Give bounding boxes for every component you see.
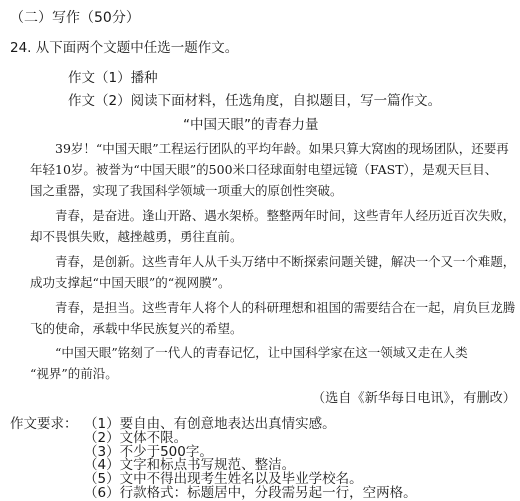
article-line: 青春，是创新。这些青年人从千头万绪中不断探索问题关键，解决一个又一个难题， bbox=[55, 254, 516, 269]
requirement-item: （2）文体不限。 bbox=[84, 429, 188, 446]
article-line: “中国天眼”铭刻了一代人的青春记忆，让中国科学家在这一领域又走在人类 bbox=[55, 345, 468, 360]
article-line: 成功支撑起“中国天眼”的“视网膜”。 bbox=[30, 275, 231, 290]
article-line: 却不畏惧失败，越挫越勇，勇往直前。 bbox=[30, 229, 243, 244]
requirement-item: （5）文中不得出现考生姓名以及毕业学校名。 bbox=[84, 471, 363, 488]
requirement-item: （1）要自由、有创意地表达出真情实感。 bbox=[84, 416, 336, 432]
article-title: “中国天眼”的青春力量 bbox=[183, 117, 319, 133]
requirement-item: （6）行款格式：标题居中，分段需另起一行，空两格。 bbox=[84, 485, 417, 501]
question-prompt: 24. 从下面两个文题中任选一题作文。 bbox=[10, 40, 239, 56]
requirement-item: （4）文字和标点书写规范、整洁。 bbox=[84, 457, 296, 474]
essay-topic-1: 作文（1）播种 bbox=[68, 70, 158, 86]
article-line: 青春，是奋进。逢山开路、遇水架桥。整整两年时间，这些青年人经历近百次失败， bbox=[55, 208, 516, 223]
requirement-item: （3）不少于500字。 bbox=[84, 443, 213, 460]
section-heading: （二）写作（50分） bbox=[10, 10, 140, 26]
article-line: 国之重器，实现了我国科学领域一项重大的原创性突破。 bbox=[30, 183, 343, 198]
requirements-label: 作文要求： bbox=[10, 416, 78, 432]
article-line: “视界”的前沿。 bbox=[30, 366, 118, 381]
article-line: 飞的使命，承载中华民族复兴的希望。 bbox=[30, 321, 243, 336]
article-line: 年轻10岁。被誉为“中国天眼”的500米口径球面射电望远镜（FAST），是观天巨目、 bbox=[30, 162, 498, 177]
article-source: （选自《新华每日电讯》，有删改） bbox=[312, 391, 516, 406]
essay-topic-2: 作文（2）阅读下面材料，任选角度，自拟题目，写一篇作文。 bbox=[68, 93, 442, 109]
article-line: 青春，是担当。这些青年人将个人的科研理想和祖国的需要结合在一起，肩负巨龙腾 bbox=[55, 300, 516, 315]
article-line: 39岁！“中国天眼”工程运行团队的平均年龄。如果只算大窝凼的现场团队，还要再 bbox=[55, 141, 509, 156]
